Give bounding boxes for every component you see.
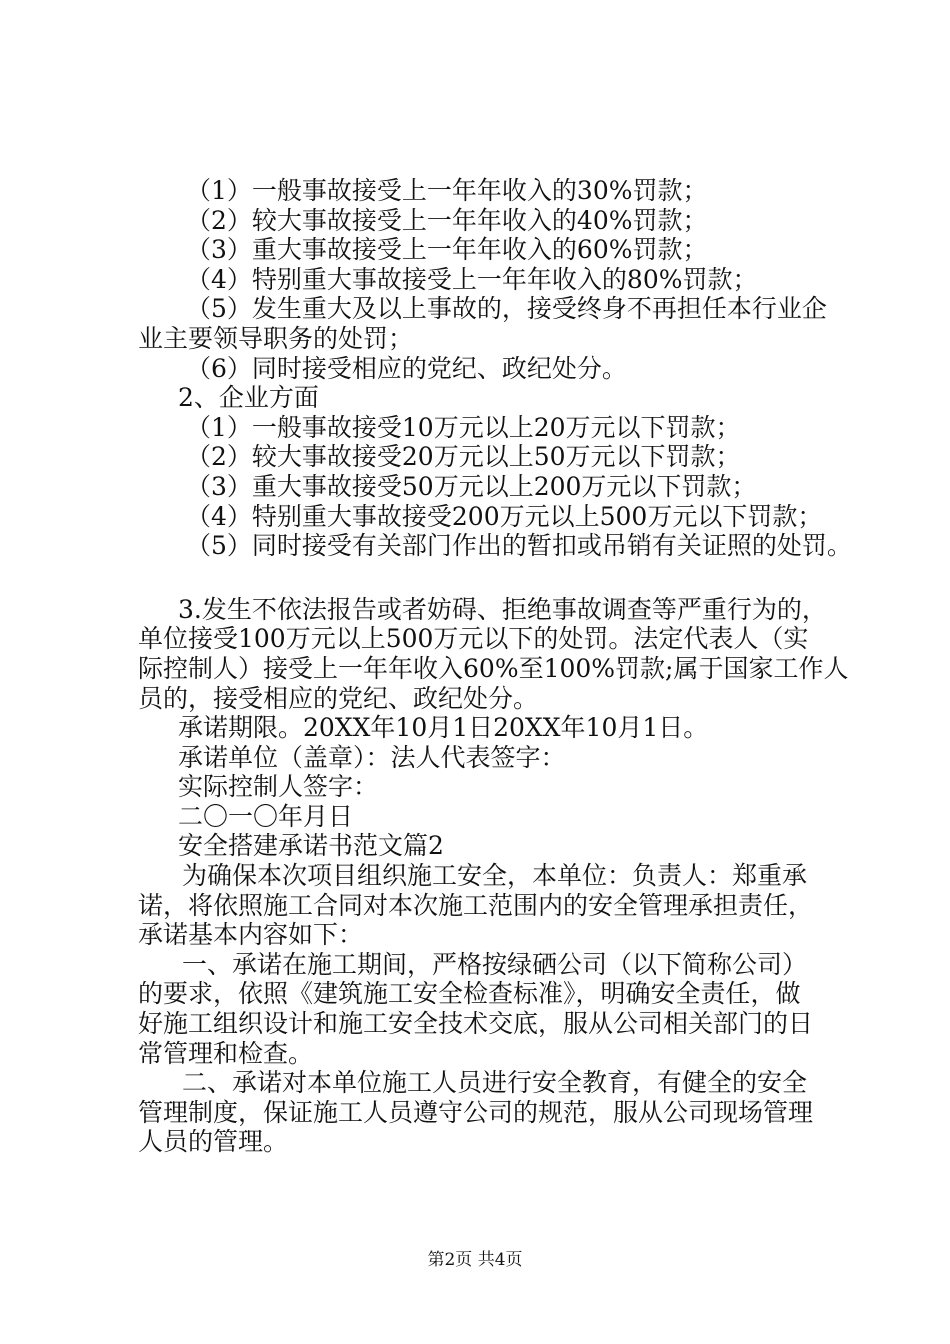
item-one-line-2: 的要求，依照《建筑施工安全检查标准》，明确安全责任，做 — [138, 979, 801, 1009]
item-two-line-1: 二、承诺对本单位施工人员进行安全教育，有健全的安全 — [182, 1068, 808, 1098]
personal-penalty-item-5-line-1: （5）发生重大及以上事故的，接受终身不再担任本行业企 — [186, 294, 827, 324]
item-one-line-3: 好施工组织设计和施工安全技术交底，服从公司相关部门的日 — [138, 1009, 814, 1039]
enterprise-penalty-item-1: （1）一般事故接受10万元以上20万元以下罚款； — [186, 412, 741, 442]
section-title-2: 安全搭建承诺书范文篇2 — [178, 831, 444, 861]
item-one-line-1: 一、承诺在施工期间，严格按绿硒公司（以下简称公司） — [182, 949, 808, 979]
item-two-line-2: 管理制度，保证施工人员遵守公司的规范，服从公司现场管理 — [138, 1097, 814, 1127]
enterprise-penalty-item-5: （5）同时接受有关部门作出的暂扣或吊销有关证照的处罚。 — [186, 531, 852, 561]
intro-line-1: 为确保本次项目组织施工安全，本单位：负责人：郑重承 — [182, 861, 808, 891]
clause-3-line-1: 3.发生不依法报告或者妨碍、拒绝事故调查等严重行为的， — [178, 594, 827, 624]
enterprise-penalty-item-3: （3）重大事故接受50万元以上200万元以下罚款； — [186, 471, 757, 501]
personal-penalty-item-3: （3）重大事故接受上一年年收入的60%罚款； — [186, 235, 708, 265]
signing-date: 二〇一〇年月日 — [178, 801, 354, 831]
controller-signature: 实际控制人签字： — [178, 772, 379, 802]
personal-penalty-item-6: （6）同时接受相应的党纪、政纪处分。 — [186, 353, 627, 383]
commitment-period: 承诺期限。20XX年10月1日20XX年10月1日。 — [178, 713, 709, 743]
personal-penalty-item-1: （1）一般事故接受上一年年收入的30%罚款； — [186, 176, 708, 205]
document-body — [138, 176, 852, 1157]
intro-line-3: 承诺基本内容如下： — [138, 920, 364, 950]
personal-penalty-item-2: （2）较大事故接受上一年年收入的40%罚款； — [186, 205, 708, 235]
section-heading-enterprise: 2、企业方面 — [178, 383, 319, 413]
spacer — [178, 561, 838, 595]
clause-3-line-2: 单位接受100万元以上500万元以下的处罚。法定代表人（实 — [138, 624, 809, 654]
enterprise-penalty-item-4: （4）特别重大事故接受200万元以上500万元以下罚款； — [186, 501, 823, 531]
clause-3-line-4: 员的，接受相应的党纪、政纪处分。 — [138, 683, 539, 713]
clause-3-line-3: 际控制人）接受上一年年收入60%至100%罚款;属于国家工作人 — [138, 653, 849, 683]
commitment-unit-signature: 承诺单位（盖章）：法人代表签字： — [178, 742, 566, 772]
item-one-line-4: 常管理和检查。 — [138, 1038, 314, 1068]
personal-penalty-item-4: （4）特别重大事故接受上一年年收入的80%罚款； — [186, 264, 758, 294]
enterprise-penalty-item-2: （2）较大事故接受20万元以上50万元以下罚款； — [186, 442, 741, 472]
intro-line-2: 诺，将依照施工合同对本次施工范围内的安全管理承担责任， — [138, 890, 814, 920]
page-number-footer: 第2页 共4页 — [427, 1250, 523, 1270]
item-two-line-3: 人员的管理。 — [138, 1127, 289, 1157]
personal-penalty-item-5-line-2: 业主要领导职务的处罚； — [138, 323, 414, 353]
